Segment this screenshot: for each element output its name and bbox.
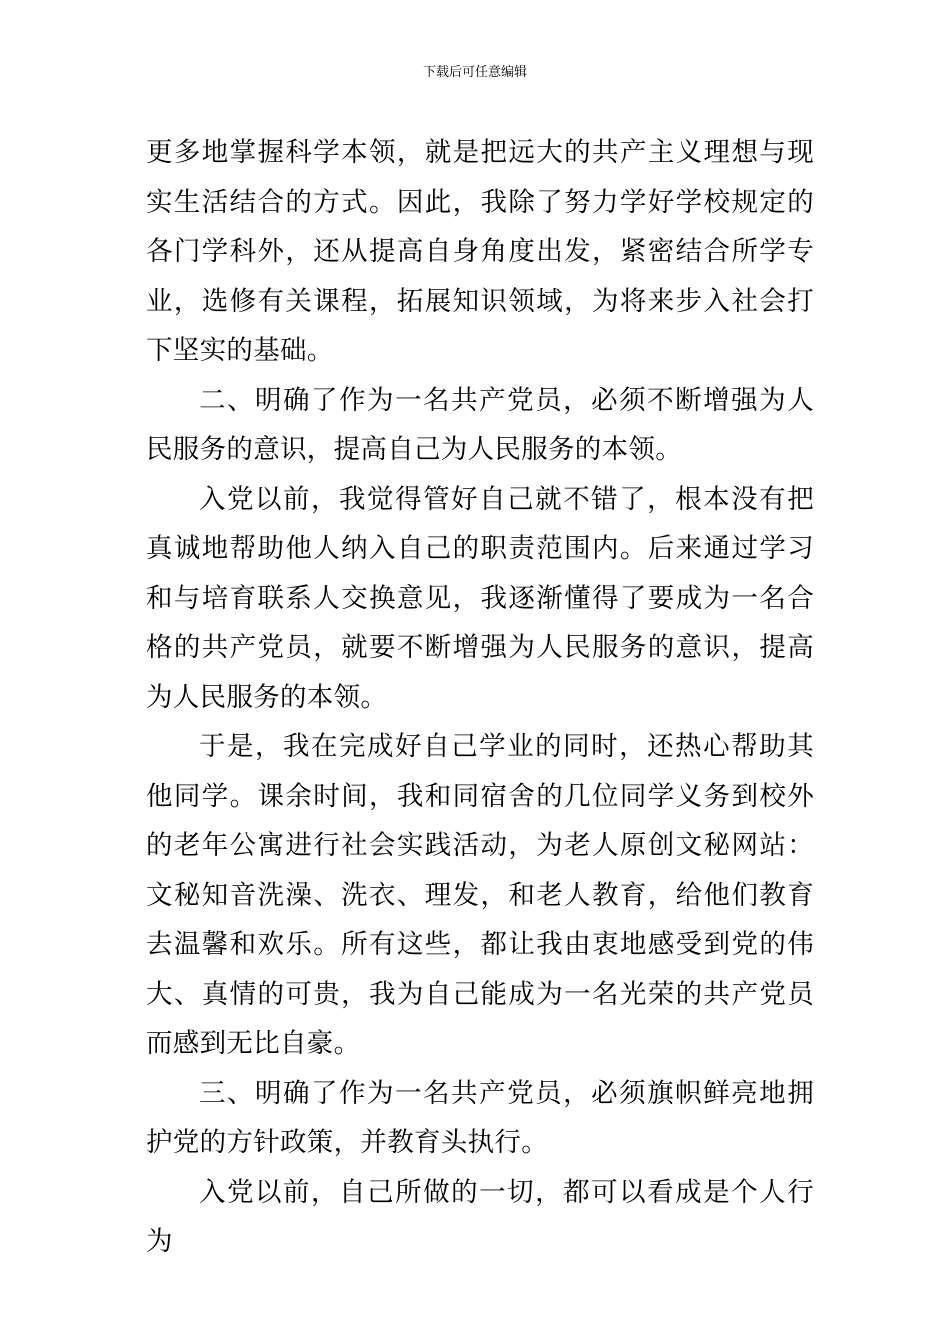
document-body [146,128,814,1267]
paragraph: 入党以前，我觉得管好自己就不错了，根本没有把真诚地帮助他人纳入自己的职责范围内。后来通过学习和与培育联系人交换意见，我逐渐懂得了要成为一名合格的共产党员，就要不断增强为人民服务的意识，提高为人民服务的本领。 [146,483,814,713]
paragraph: 于是，我在完成好自己学业的同时，还热心帮助其他同学。课余时间，我和同宿舍的几位同学义务到校外的老年公寓进行社会实践活动，为老人原创文秘网站：文秘知音洗澡、洗衣、理发，和老人教育，给他们教育去温馨和欢乐。所有这些，都让我由衷地感受到党的伟大、真情的可贵，我为自己能成为一名光荣的共产党员而感到无比自豪。 [146,731,814,1059]
page-header: 下载后可任意编辑 [422,65,527,80]
paragraph: 入党以前，自己所做的一切，都可以看成是个人行为 [146,1176,814,1257]
paragraph-section-three-heading: 三、明确了作为一名共产党员，必须旗帜鲜亮地拥护党的方针政策，并教育头执行。 [146,1077,814,1158]
paragraph-section-two-heading: 二、明确了作为一名共产党员，必须不断增强为人民服务的意识，提高自己为人民服务的本领。 [146,384,814,465]
paragraph-continuation: 更多地掌握科学本领，就是把远大的共产主义理想与现实生活结合的方式。因此，我除了努力学好学校规定的各门学科外，还从提高自身角度出发，紧密结合所学专业，选修有关课程，拓展知识领域，为将来步入社会打下坚实的基础。 [146,137,814,366]
